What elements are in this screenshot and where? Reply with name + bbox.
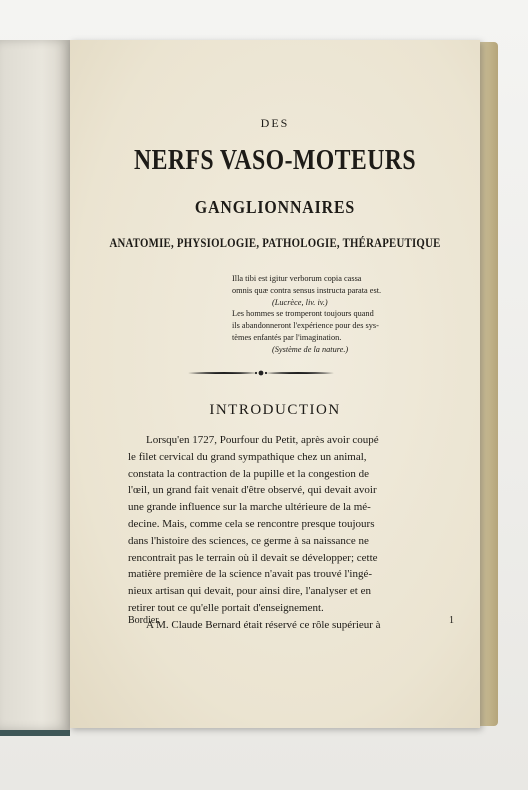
text-line: le filet cervical du grand sympathique chez un animal, xyxy=(128,450,367,463)
epigraph-line: Illa tibi est igitur verborum copia cassa xyxy=(232,274,362,283)
epigraph-line: ils abandonneront l'expérience pour des sys- xyxy=(232,321,379,330)
epigraph-line: Les hommes se tromperont toujours quand xyxy=(232,309,374,318)
text-line: nieux artisan qui devait, pour ainsi dire, l'analyser et en xyxy=(128,585,371,598)
text-line: matière première de la science n'avait pas trouvé l'ingé- xyxy=(128,568,373,581)
text-line: l'œil, un grand fait venait d'être observé, qui devait avoir xyxy=(128,484,377,497)
epigraph-french xyxy=(232,308,462,356)
footer-author: Bordier. xyxy=(128,615,161,626)
epigraph-source: (Lucrèce, liv. iv.) xyxy=(272,298,328,307)
ornament-divider xyxy=(186,368,336,378)
body-paragraph xyxy=(128,432,458,634)
text-line: dans l'histoire des sciences, ce germe à sa naissance ne xyxy=(128,534,369,547)
epigraph-latin xyxy=(232,273,462,309)
text-line: retirer tout ce qu'elle portait d'enseignement. xyxy=(128,601,324,614)
text-line: Lorsqu'en 1727, Pourfour du Petit, après avoir coupé xyxy=(146,434,379,446)
left-page xyxy=(0,40,70,736)
page-footer xyxy=(128,615,454,629)
page-number: 1 xyxy=(449,615,454,626)
epigraph-line: tèmes enfantés par l'imagination. xyxy=(232,333,342,342)
title-page xyxy=(70,40,480,728)
text-line: rencontrait pas le terrain où il devait se développer; cette xyxy=(128,551,378,564)
book-title: NERFS VASO-MOTEURS xyxy=(133,144,417,176)
title-prefix: DES xyxy=(260,116,290,130)
text-line: constata la contraction de la pupille et la congestion de xyxy=(128,467,369,480)
epigraph-line: omnis quæ contra sensus instructa parata est. xyxy=(232,286,382,295)
text-line: A M. Claude Bernard était réservé ce rôle supérieur à xyxy=(146,618,381,631)
text-line: decine. Mais, comme cela se rencontre presque toujours xyxy=(128,517,375,530)
epigraph-source: (Système de la nature.) xyxy=(272,345,349,354)
section-heading: INTRODUCTION xyxy=(209,402,341,418)
book-subtitle: GANGLIONNAIRES xyxy=(194,197,356,217)
book-tagline: ANATOMIE, PHYSIOLOGIE, PATHOLOGIE, THÉRAPEUTIQUE xyxy=(109,235,441,250)
text-line: une grande influence sur la marche ultérieure de la mé- xyxy=(128,501,371,514)
